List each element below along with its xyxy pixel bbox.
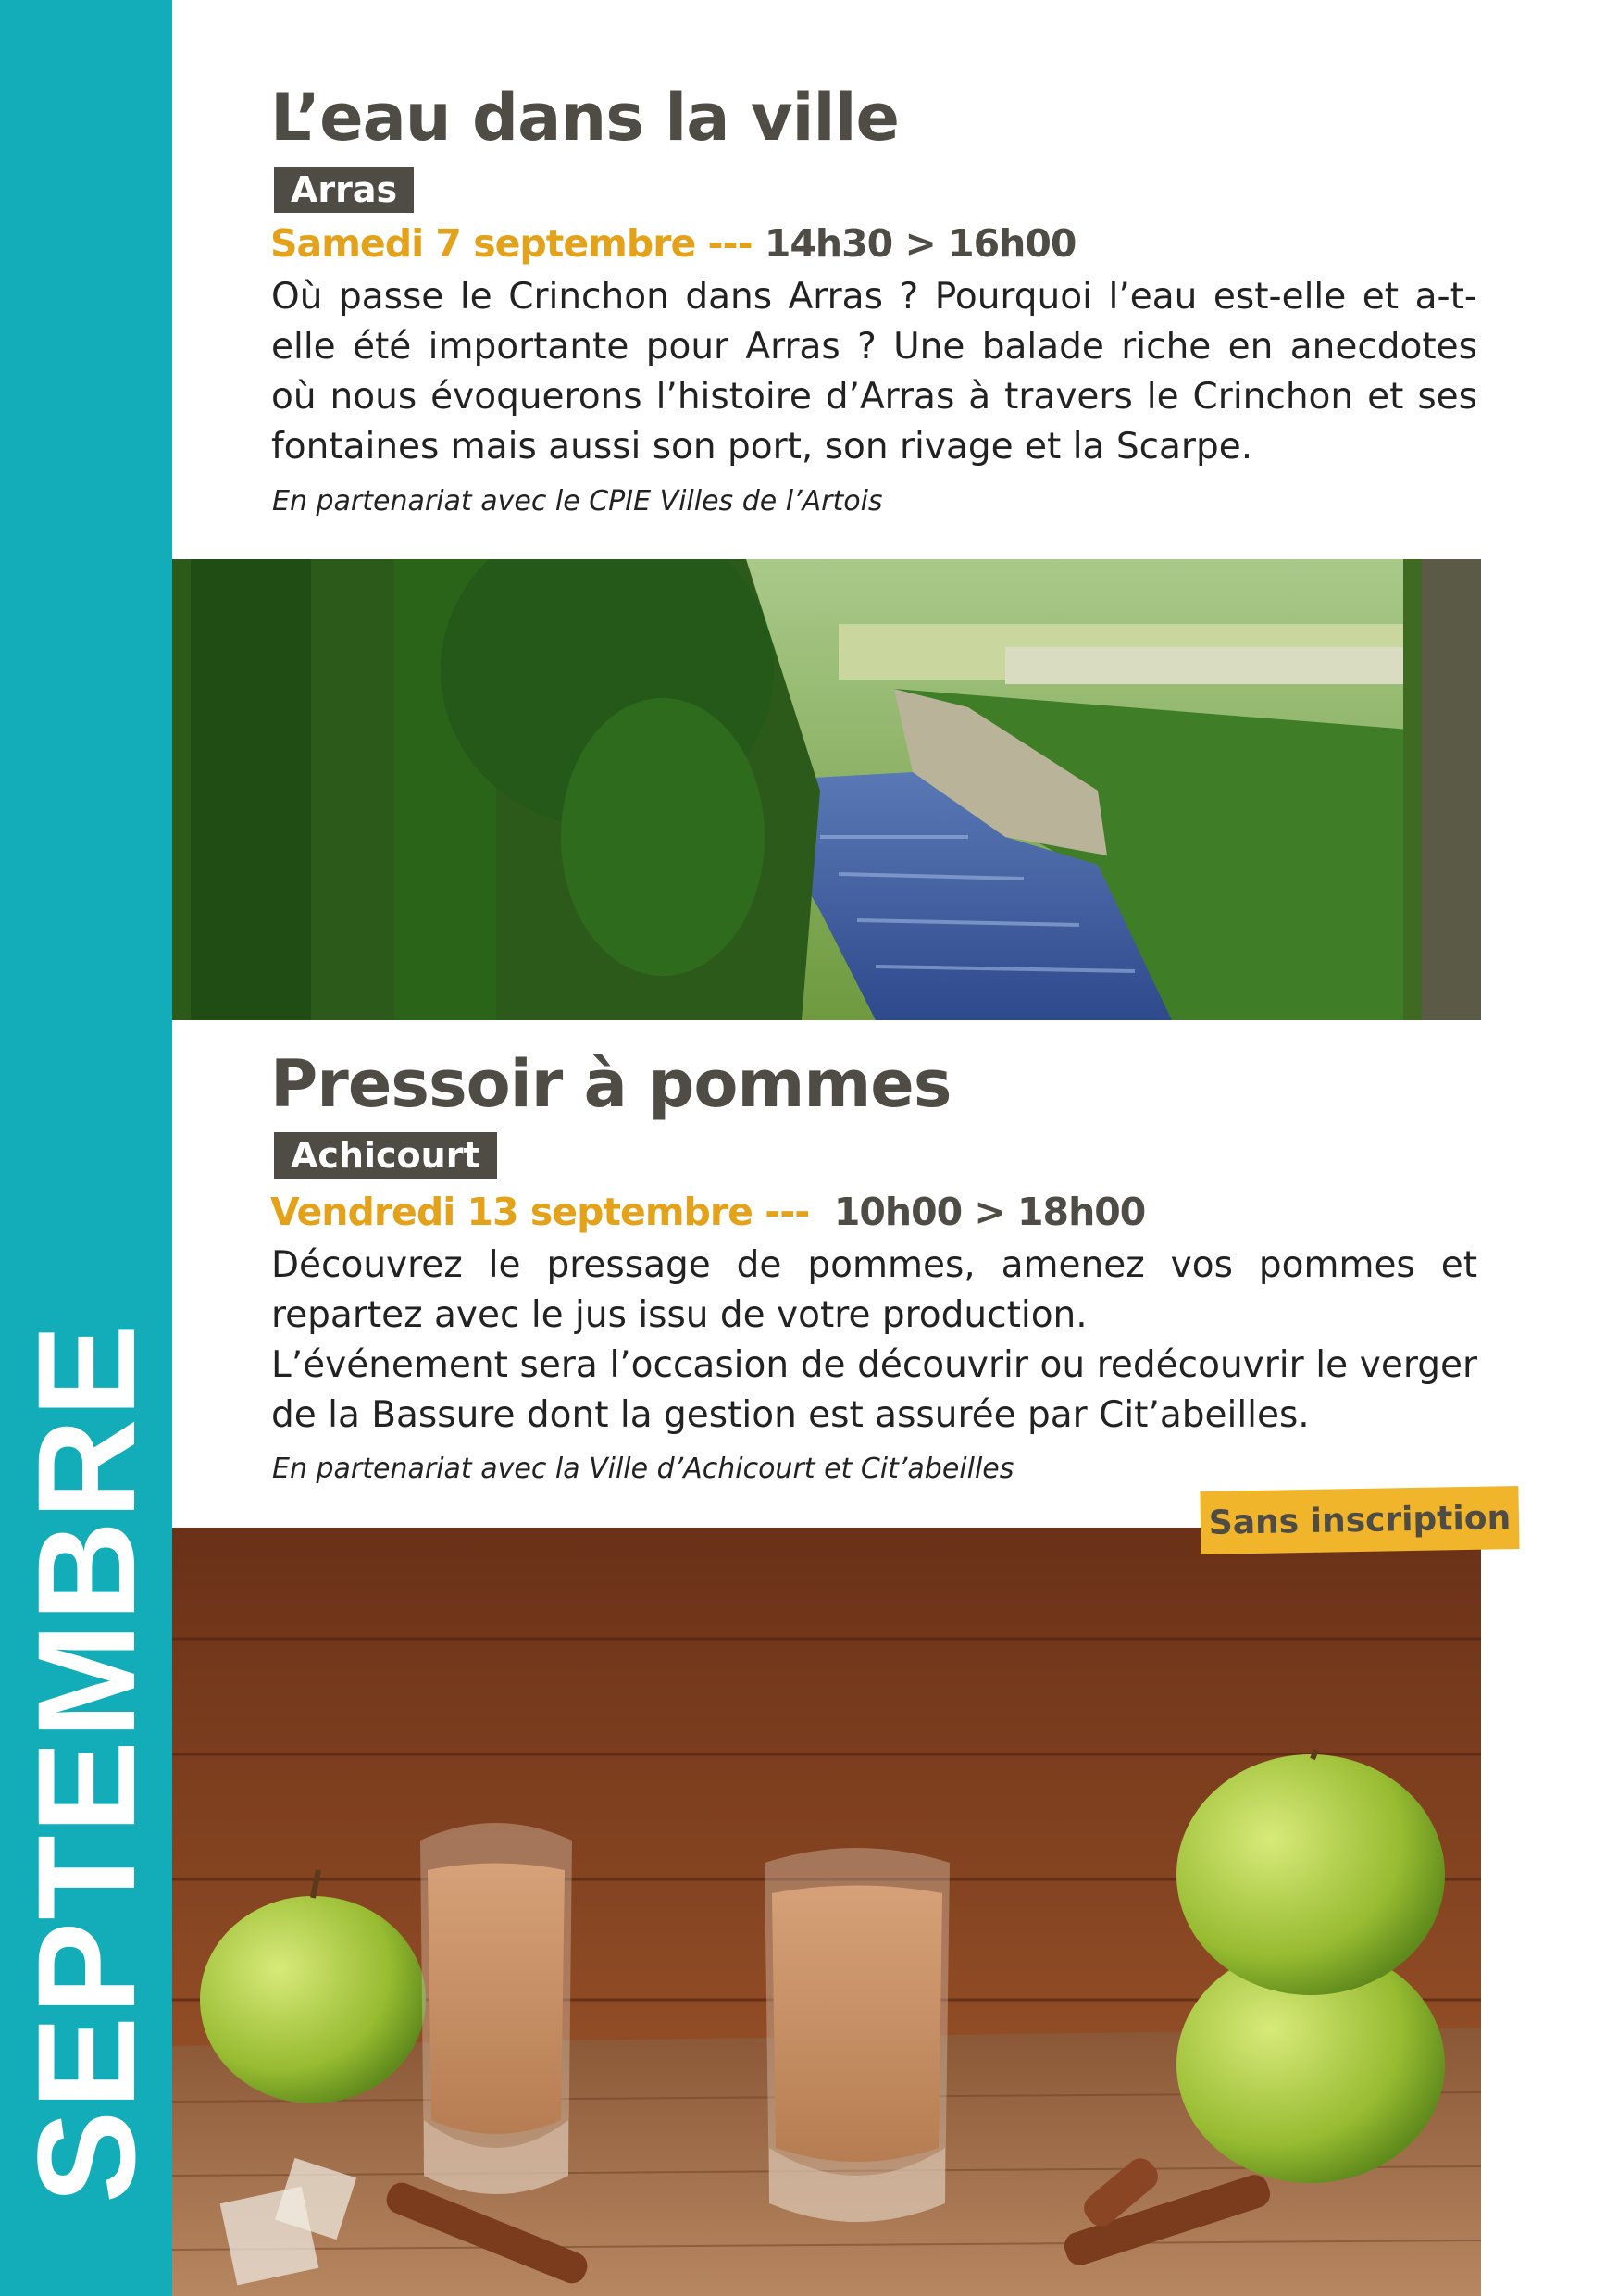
event-description: Où passe le Crinchon dans Arras ? Pourquoi l’eau est-elle et a-t-elle été importante pour Arras ? Une balade riche en anecdotes où nous évoquerons l’histoire d’Arras à travers le Crinchon et ses fontaines mais aussi son port, son rivage et la Scarpe.	[271, 276, 1477, 468]
apple-juice-photo	[172, 1528, 1481, 2296]
event-description-2: L’événement sera l’occasion de découvrir ou redécouvrir le verger de la Bassure dont la gestion est assurée par Cit’abeilles.	[271, 1344, 1477, 1436]
river-photo	[172, 559, 1481, 1020]
month-label-text: SEPTEMBRE	[8, 1322, 164, 2203]
event-hours: 10h00 > 18h00	[833, 1190, 1146, 1234]
event-partner: En partenariat avec le CPIE Villes de l’Artois	[272, 485, 883, 518]
event-title: Pressoir à pommes	[270, 1046, 952, 1122]
month-label	[0, 907, 172, 2203]
event-title: L’eau dans la ville	[270, 80, 899, 156]
event-description-1: Découvrez le pressage de pommes, amenez vos pommes et repartez avec le jus issu de votre production.	[271, 1244, 1477, 1336]
event-partner: En partenariat avec la Ville d’Achicourt et Cit’abeilles	[272, 1453, 1014, 1485]
event-town-badge: Arras	[274, 167, 414, 213]
event-schedule	[270, 1190, 1146, 1234]
event-schedule	[270, 221, 1077, 266]
event-date: Vendredi 13 septembre ---	[270, 1190, 810, 1234]
event-town-badge: Achicourt	[274, 1132, 497, 1179]
event-hours: 14h30 > 16h00	[764, 221, 1077, 266]
event-date: Samedi 7 septembre ---	[270, 221, 753, 266]
no-registration-badge: Sans inscription	[1200, 1486, 1519, 1554]
